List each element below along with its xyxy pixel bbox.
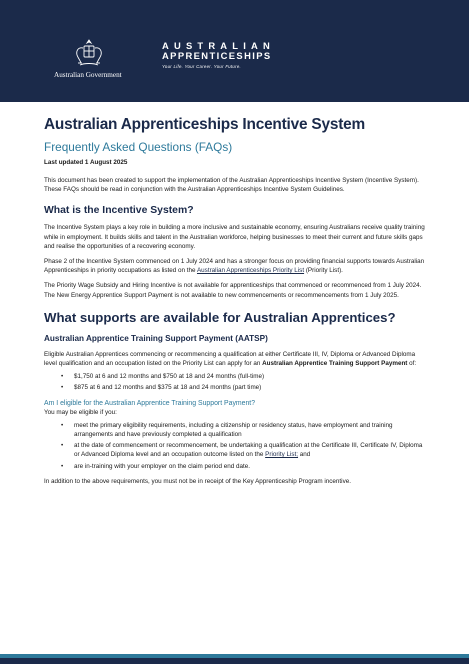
list-item: [44, 383, 426, 392]
list-item: [44, 462, 426, 471]
section-heading-supports: What supports are available for Australian Apprentices?: [44, 309, 396, 325]
intro-paragraph: This document has been created to support the implementation of the Australian Apprenticeships Incentive System (Incentive System). These FAQs should be read in conjunction with the Australian Apprenticeships Incentive System Guidelines.: [44, 177, 419, 194]
eligibility-intro: You may be eligible if you:: [44, 408, 117, 416]
section-heading-incentive-system: What is the Incentive System?: [44, 205, 194, 217]
bullet-icon: •: [61, 384, 64, 392]
bullet-icon: •: [61, 462, 64, 470]
paragraph-wage-subsidy: The Priority Wage Subsidy and Hiring Incentive is not available for apprenticeships that commenced or recommenced from 1 July 2024. The New Energy Apprentice Support Payment is not available to new commencements or recommencements from 1 July 2025.: [44, 282, 422, 299]
list-item-text: $1,750 at 6 and 12 months and $750 at 18 and 24 months (full-time): [74, 373, 265, 381]
phase-2-text: Phase 2 of the Incentive System commenced on 1 July 2024 and has a stronger focus on providing financial supports towards Australian Apprenticeships in priority occupations as listed on the: [44, 258, 425, 275]
eligibility-list: [44, 421, 426, 471]
apprenticeships-brand: [162, 40, 275, 69]
payment-amounts-list: [44, 372, 426, 392]
coat-of-arms-icon: [72, 38, 106, 68]
list-item: [44, 372, 426, 381]
subheading-eligibility-question: Am I eligible for the Australian Apprentice Training Support Payment?: [44, 399, 256, 407]
header-banner: [0, 0, 469, 102]
list-item-text: at the date of commencement or recommencement, be undertaking a qualification at the Certificate III, Certificate IV, Diploma or Advanced Diploma level and an occupation outcome listed on the: [74, 442, 423, 459]
bullet-icon: •: [61, 421, 64, 429]
footer-band: [0, 654, 469, 664]
priority-list-link[interactable]: Australian Apprenticeships Priority List: [196, 267, 305, 275]
aatsp-bold-text: Australian Apprentice Training Support Payment: [262, 360, 408, 368]
paragraph-incentive-role: The Incentive System plays a key role in building a more inclusive and sustainable economy, ensuring Australians receive quality training while in employment. It builds skills and talent in the Australian workforce, helping businesses to meet their current and future skills gaps and realise the opportunities of a recovering economy.: [44, 224, 425, 250]
paragraph-phase-2: [44, 257, 426, 275]
list-item-text-end: and: [298, 451, 311, 459]
brand-tagline: Your Life. Your Career. Your Future.: [162, 64, 242, 69]
list-item: [44, 421, 426, 439]
aatsp-text-end: of:: [407, 360, 417, 368]
document-body: [44, 115, 426, 486]
footer-stripe-navy: [0, 658, 469, 664]
document-subtitle: Frequently Asked Questions (FAQs): [44, 140, 233, 154]
brand-line-2: APPRENTICESHIPS: [162, 50, 272, 61]
brand-line-1: AUSTRALIAN: [162, 40, 275, 51]
document-title: Australian Apprenticeships Incentive System: [44, 116, 365, 133]
paragraph-aatsp-eligible: [44, 350, 426, 368]
priority-list-link-2[interactable]: Priority List;: [265, 451, 299, 459]
bullet-icon: •: [61, 373, 64, 381]
subheading-aatsp: Australian Apprentice Training Support Payment (AATSP): [44, 333, 268, 343]
phase-2-text-end: (Priority List).: [304, 267, 343, 275]
closing-paragraph: In addition to the above requirements, you must not be in receipt of the Key Apprenticeship Program incentive.: [44, 477, 351, 485]
list-item-text: are in-training with your employer on the claim period end date.: [74, 462, 251, 470]
government-name: Australian Government: [54, 71, 122, 79]
list-item: [44, 441, 426, 459]
last-updated: Last updated 1 August 2025: [44, 159, 128, 166]
list-item-text: $875 at 6 and 12 months and $375 at 18 and 24 months (part time): [74, 384, 262, 392]
aatsp-text: Eligible Australian Apprentices commencing or recommencing a qualification at either Certificate III, IV, Diploma or Advanced Diploma level qualification and an occupation listed on the Priority List can apply for an: [44, 350, 416, 368]
australian-government-logo: [54, 38, 124, 82]
bullet-icon: •: [61, 442, 64, 450]
list-item-text: meet the primary eligibility requirements, including a citizenship or residency status, have employment and training arrangements and have previously completed a qualification: [74, 421, 393, 439]
